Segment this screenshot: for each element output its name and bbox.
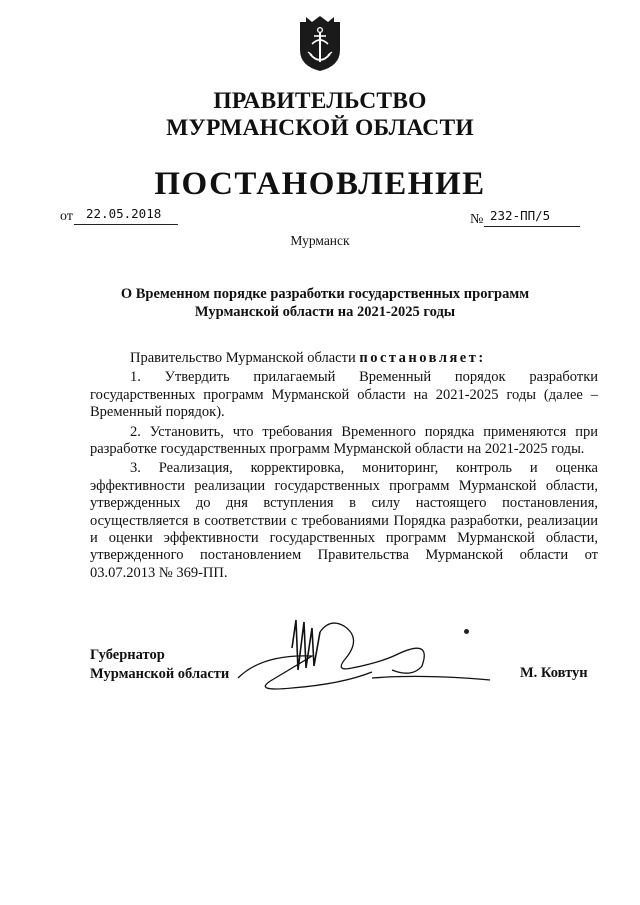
document-subject <box>90 285 560 321</box>
document-date: 22.05.2018 <box>74 206 178 225</box>
paragraph-3: 3. Реализация, корректировка, мониторинг, контроль и оценка эффективности реализации государственных программ Мурманской области, утвержденных до дня вступления в силу настоящего постановления, осуществляется в соответствии с требованиями Порядка разработки, реализации и оценки эффективности государственных программ Мурманской области, утвержденного постановлением Правительства Мурманской области от 03.07.2013 № 369-ПП. <box>90 460 598 581</box>
document-body <box>90 350 598 584</box>
signer-title <box>90 646 229 684</box>
intro-text: Правительство Мурманской области <box>130 350 360 366</box>
government-name-line2: МУРМАНСКОЙ ОБЛАСТИ <box>166 115 474 141</box>
signer-title-line1: Губернатор <box>90 647 165 663</box>
handwritten-signature-icon <box>222 608 502 708</box>
intro-paragraph <box>90 350 598 367</box>
date-prefix: от <box>60 209 73 224</box>
ink-dot <box>464 629 469 634</box>
subject-line2: Мурманской области на 2021-2025 годы <box>194 304 456 320</box>
coat-of-arms-icon <box>298 14 342 72</box>
document-number: 232-ПП/5 <box>484 208 580 227</box>
signer-name: М. Ковтун <box>520 665 588 681</box>
government-name-line1: ПРАВИТЕЛЬСТВО <box>213 88 427 114</box>
resolution-keyword: постановляет: <box>359 350 486 366</box>
number-prefix: № <box>470 212 484 227</box>
subject-line1: О Временном порядке разработки государственных программ <box>120 286 530 302</box>
document-type-heading: ПОСТАНОВЛЕНИЕ <box>154 166 486 202</box>
signer-title-line2: Мурманской области <box>90 666 230 682</box>
paragraph-2: 2. Установить, что требования Временного порядка применяются при разработке государственных программ Мурманской области на 2021-2025 годы. <box>90 423 598 458</box>
city: Мурманск <box>290 233 350 248</box>
paragraph-1: 1. Утвердить прилагаемый Временный порядок разработки государственных программ Мурманской области на 2021-2025 годы (далее – Временный порядок). <box>90 369 598 421</box>
